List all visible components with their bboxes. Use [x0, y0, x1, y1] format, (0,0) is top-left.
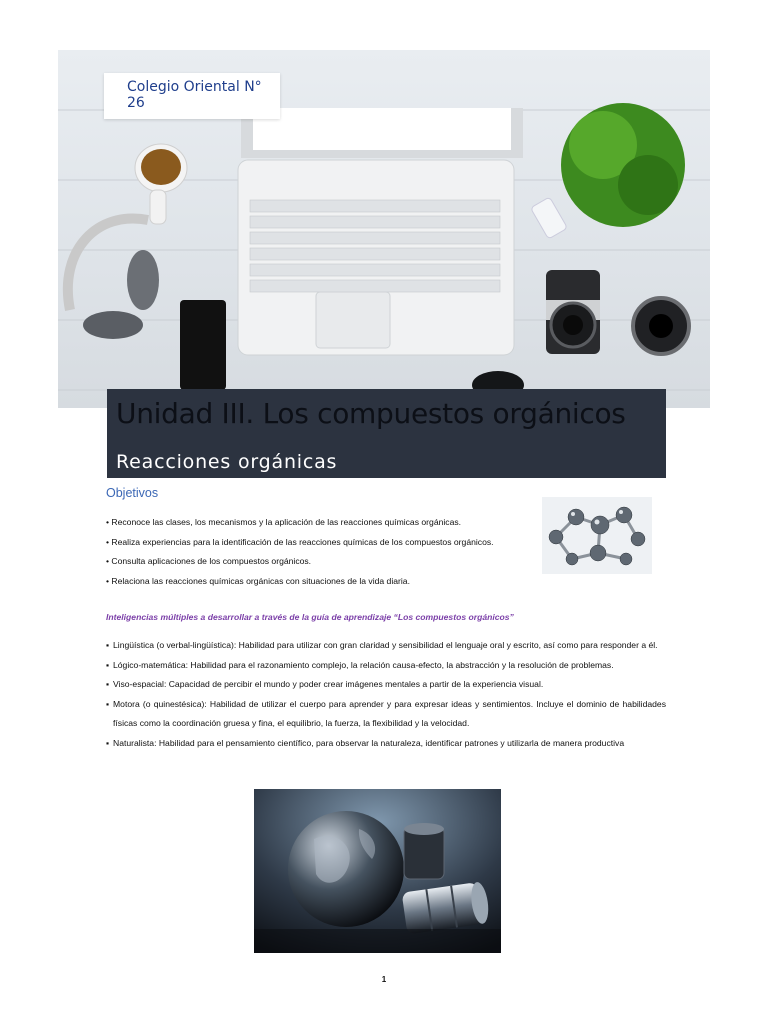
objective-item: • Reconoce las clases, los mecanismos y la aplicación de las reacciones químicas orgánicas.: [106, 517, 462, 527]
phone-icon: [180, 300, 226, 390]
bullet-icon: ▪: [106, 737, 110, 748]
title-band: [107, 389, 666, 478]
unit-title: Unidad III. Los compuestos orgánicos: [116, 397, 626, 430]
intelligence-item: [106, 695, 666, 734]
school-name: Colegio Oriental N° 26: [127, 79, 262, 111]
globe-barrels-image: [254, 789, 501, 953]
bullet-icon: ▪: [106, 640, 110, 650]
objectives-heading: Objetivos: [106, 486, 159, 500]
school-label-box: [104, 73, 280, 119]
camera-icon: [546, 270, 600, 354]
intelligence-text: Viso-espacial: Capacidad de percibir el mundo y poder crear imágenes mentales a partir de la experiencia visual.: [113, 679, 544, 689]
intelligence-text: Naturalista: Habilidad para el pensamiento científico, para observar la naturaleza, identificar patrones y utilizarla de manera productiva: [113, 737, 625, 748]
intelligences-list: [106, 636, 666, 753]
laptop-icon: [238, 108, 523, 355]
intelligence-item: [106, 656, 666, 676]
bullet-icon: ▪: [106, 679, 110, 689]
intelligence-item: [106, 675, 666, 695]
intelligence-item: [106, 734, 666, 754]
coffee-cup-icon: [135, 144, 187, 224]
intelligences-heading: Inteligencias múltiples a desarrollar a través de la guía de aprendizaje “Los compuestos orgánicos”: [106, 612, 514, 622]
objective-item: • Consulta aplicaciones de los compuestos orgánicos.: [106, 556, 312, 566]
objective-item: • Realiza experiencias para la identificación de las reacciones químicas de los compuestos orgánicos.: [106, 536, 494, 547]
plant-icon: [561, 103, 685, 227]
molecule-image: [542, 497, 652, 574]
intelligence-item: [106, 636, 666, 656]
objectives-list: [106, 516, 546, 594]
page-number: 1: [381, 975, 387, 984]
intelligence-text: Lingüística (o verbal-lingüística): Habilidad para utilizar con gran claridad y sensibilidad el lenguaje oral y escrito, así como para responder a él.: [113, 640, 658, 650]
intelligence-text: Motora (o quinestésica): Habilidad de utilizar el cuerpo para aprender y para expresar ideas y sentimientos. Incluye el dominio de habilidades físicas como la coordinación gruesa y fina, el equilibrio, la fuerza, la flexibilidad y la velocidad.: [113, 698, 666, 728]
intelligence-text: Lógico-matemática: Habilidad para el razonamiento complejo, la relación causa-efecto, la abstracción y la resolución de problemas.: [113, 659, 614, 670]
bullet-icon: ▪: [106, 659, 110, 670]
lens-icon: [633, 298, 689, 354]
unit-subtitle: Reacciones orgánicas: [116, 451, 338, 473]
objective-item: • Relaciona las reacciones químicas orgánicas con situaciones de la vida diaria.: [106, 575, 410, 586]
bullet-icon: ▪: [106, 698, 110, 709]
